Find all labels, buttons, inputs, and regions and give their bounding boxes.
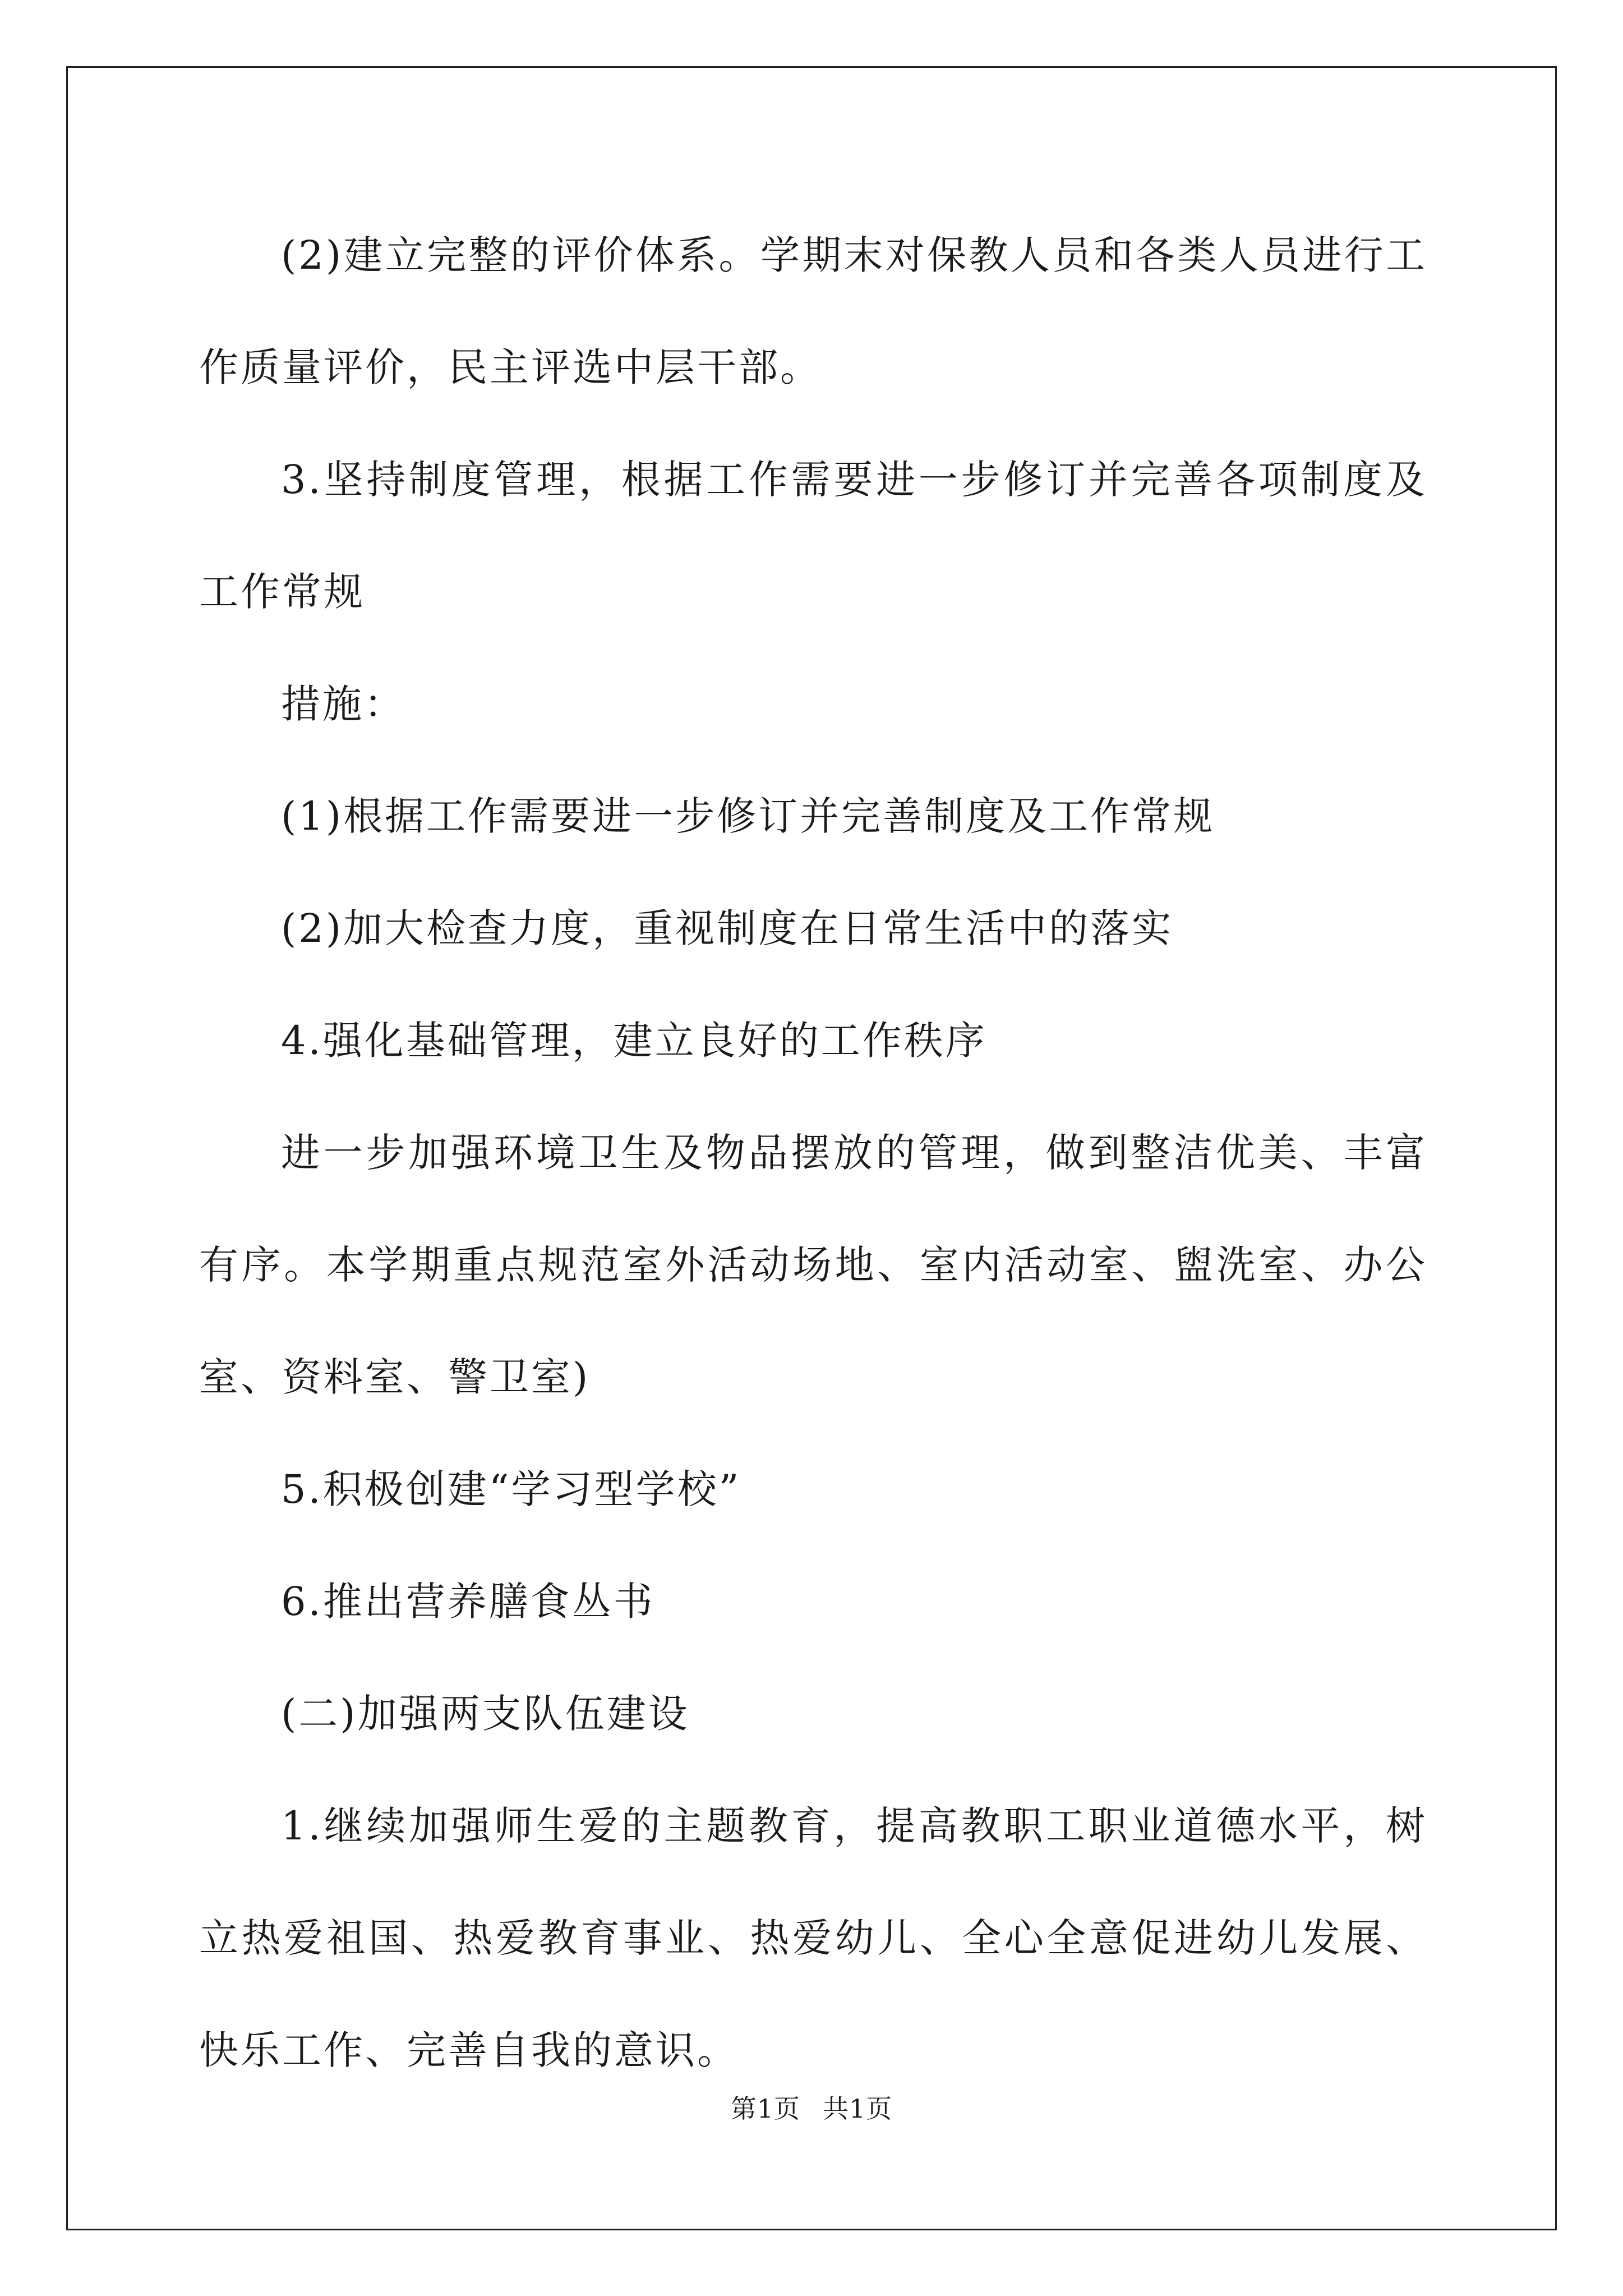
paragraph-ethics-education: 1.继续加强师生爱的主题教育，提高教职工职业道德水平，树立热爱祖国、热爱教育事业、热爱幼儿、全心全意促进幼儿发展、快乐工作、完善自我的意识。 xyxy=(199,1803,1427,2073)
paragraph-environment: 进一步加强环境卫生及物品摆放的管理，做到整洁优美、丰富有序。本学期重点规范室外活动场地、室内活动室、盥洗室、办公室、资料室、警卫室) xyxy=(199,1130,1427,1400)
paragraph-measures-heading: 措施： xyxy=(281,681,405,727)
paragraph-system-management: 3.坚持制度管理，根据工作需要进一步修订并完善各项制度及工作常规 xyxy=(199,457,1427,615)
paragraph-nutrition-books: 6.推出营养膳食丛书 xyxy=(281,1579,655,1625)
paragraph-team-building: (二)加强两支队伍建设 xyxy=(281,1691,690,1737)
paragraph-basic-management: 4.强化基础管理，建立良好的工作秩序 xyxy=(281,1018,987,1064)
document-body xyxy=(199,199,1427,2106)
paragraph-measure-2: (2)加大检查力度，重视制度在日常生活中的落实 xyxy=(281,905,1174,951)
page-number-total: 共1页 xyxy=(823,2093,893,2124)
paragraph-learning-school: 5.积极创建“学习型学校” xyxy=(281,1466,741,1512)
paragraph-evaluation-system: (2)建立完整的评价体系。学期末对保教人员和各类人员进行工作质量评价，民主评选中层干部。 xyxy=(199,232,1427,390)
paragraph-measure-1: (1)根据工作需要进一步修订并完善制度及工作常规 xyxy=(281,793,1215,839)
page-number-current: 第1页 xyxy=(730,2093,800,2124)
page-footer xyxy=(0,2092,1623,2125)
